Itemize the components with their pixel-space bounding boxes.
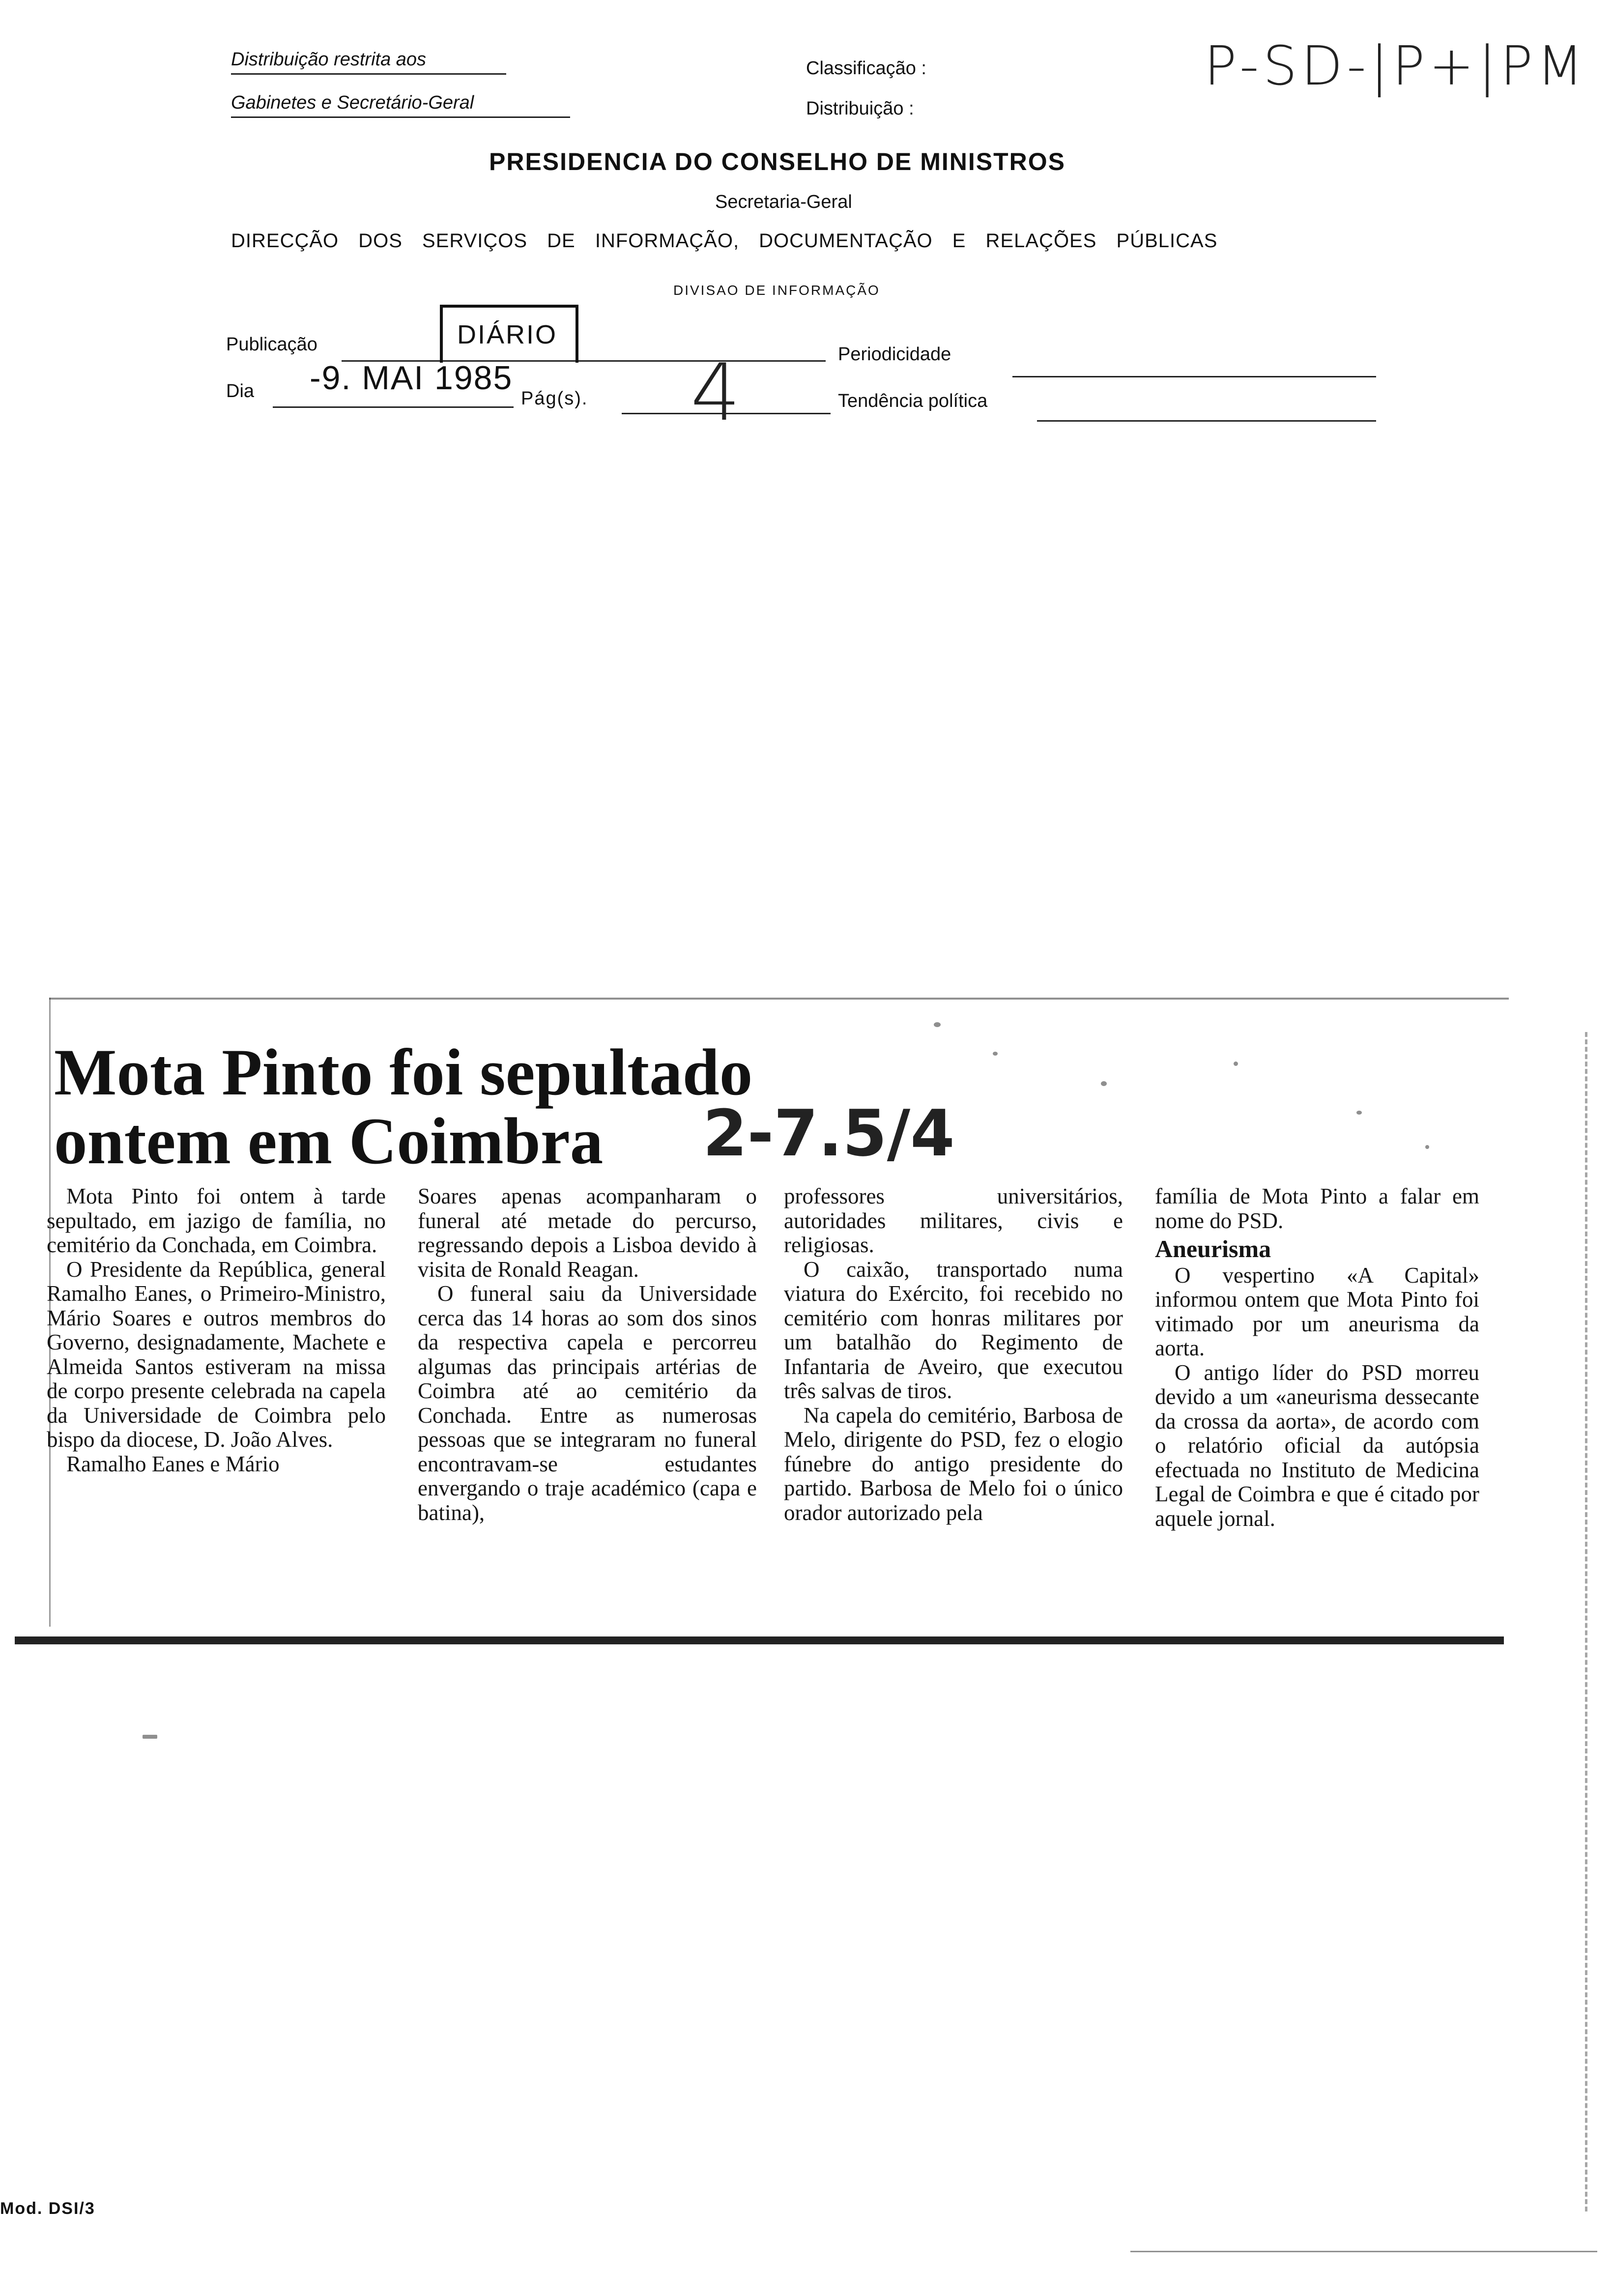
dia-line bbox=[273, 406, 514, 408]
tendencia-line bbox=[1037, 420, 1376, 422]
col4-paragraph: O antigo líder do PSD morreu devido a um «aneurisma dessecante da crossa da aorta», de acordo com o relatório oficial da autópsia efectuada no Instituto de Medicina Legal de Coimbra e que é citado por aquele jornal. bbox=[1155, 1360, 1479, 1531]
print-noise bbox=[1234, 1062, 1238, 1066]
article-column-4 bbox=[1155, 1184, 1479, 1531]
print-noise bbox=[993, 1052, 998, 1056]
institution-title: PRESIDENCIA DO CONSELHO DE MINISTROS bbox=[489, 148, 1066, 175]
article-column-2 bbox=[418, 1184, 757, 1525]
footer-rule bbox=[1130, 2251, 1597, 2252]
col1-paragraph: O Presidente da República, general Ramalho Eanes, o Primeiro-Ministro, Mário Soares e outros membros do Governo, designadamente, Machete e Almeida Santos estiveram na missa de corpo presente celebrada na capela da Universidade de Coimbra pelo bispo da diocese, D. João Alves. bbox=[47, 1257, 386, 1452]
secretaria-geral: Secretaria-Geral bbox=[715, 192, 852, 212]
headline-line-1: Mota Pinto foi sepultado bbox=[54, 1036, 753, 1109]
restricted-line-2: Gabinetes e Secretário-Geral bbox=[231, 92, 570, 118]
handwritten-code: P-SD-|P+|PM bbox=[1204, 34, 1587, 97]
col4-paragraph: família de Mota Pinto a falar em nome do PSD. bbox=[1155, 1184, 1479, 1233]
print-noise bbox=[1356, 1111, 1362, 1115]
article-column-1 bbox=[47, 1184, 386, 1476]
print-noise bbox=[1101, 1081, 1107, 1086]
print-noise bbox=[1425, 1145, 1429, 1149]
print-noise bbox=[143, 1735, 157, 1739]
col4-paragraph: O vespertino «A Capital» informou ontem que Mota Pinto foi vitimado por um aneurisma da aorta. bbox=[1155, 1263, 1479, 1360]
tendencia-label: Tendência política bbox=[838, 391, 988, 411]
distribuicao-label: Distribuição : bbox=[806, 98, 914, 119]
col4-subheading: Aneurisma bbox=[1155, 1235, 1271, 1263]
dia-label: Dia bbox=[226, 381, 255, 402]
restricted-line-1: Distribuição restrita aos bbox=[231, 49, 506, 75]
classificacao-label: Classificação : bbox=[806, 58, 926, 79]
col3-paragraph: professores universitários, autoridades militares, civis e religiosas. bbox=[784, 1184, 1123, 1257]
publicacao-value: DIÁRIO bbox=[457, 320, 558, 349]
col3-paragraph: O caixão, transportado numa viatura do Exército, foi recebido no cemitério com honras militares por um batalhão do Regimento de Infantaria de Aveiro, que executou três salvas de tiros. bbox=[784, 1257, 1123, 1403]
direccao-servicos: DIRECÇÃO DOS SERVIÇOS DE INFORMAÇÃO, DOCUMENTAÇÃO E RELAÇÕES PÚBLICAS bbox=[231, 230, 1218, 252]
print-noise bbox=[934, 1022, 941, 1027]
periodicidade-label: Periodicidade bbox=[838, 344, 951, 365]
col3-paragraph: Na capela do cemitério, Barbosa de Melo, dirigente do PSD, fez o elogio fúnebre do antigo presidente do partido. Barbosa de Melo foi o único orador autorizado pela bbox=[784, 1403, 1123, 1525]
col1-paragraph: Ramalho Eanes e Mário bbox=[66, 1451, 280, 1476]
clipping-bottom-rule bbox=[15, 1636, 1504, 1644]
clipping-top-rule bbox=[49, 998, 1509, 1000]
col2-paragraph: Soares apenas acompanharam o funeral até metade do percurso, regressando depois a Lisboa devido à visita de Ronald Reagan. bbox=[418, 1184, 757, 1282]
pags-value: 4 bbox=[691, 346, 741, 438]
article-column-3 bbox=[784, 1184, 1123, 1525]
col1-paragraph: Mota Pinto foi ontem à tarde sepultado, em jazigo de família, no cemitério da Conchada, em Coimbra. bbox=[47, 1184, 386, 1257]
scan-edge-marks bbox=[1585, 1032, 1590, 2211]
handwritten-reference: 2-7.5/4 bbox=[703, 1096, 955, 1171]
form-model-code: Mod. DSI/3 bbox=[0, 2199, 95, 2218]
publicacao-label: Publicação bbox=[226, 334, 317, 355]
headline-line-2: ontem em Coimbra bbox=[54, 1105, 604, 1178]
divisao-informacao: DIVISAO DE INFORMAÇÃO bbox=[673, 283, 880, 298]
col2-paragraph: O funeral saiu da Universidade cerca das 14 horas ao som dos sinos da respectiva capela e percorreu algumas das principais artérias de Coimbra até ao cemitério da Conchada. Entre as numerosas pessoas que se integraram no funeral encontravam-se estudantes envergando o traje académico (capa e batina), bbox=[418, 1281, 757, 1525]
pags-label: Pág(s). bbox=[521, 388, 588, 409]
periodicidade-line bbox=[1012, 376, 1376, 377]
dia-value: -9. MAI 1985 bbox=[310, 359, 513, 397]
restricted-distribution bbox=[231, 49, 570, 118]
